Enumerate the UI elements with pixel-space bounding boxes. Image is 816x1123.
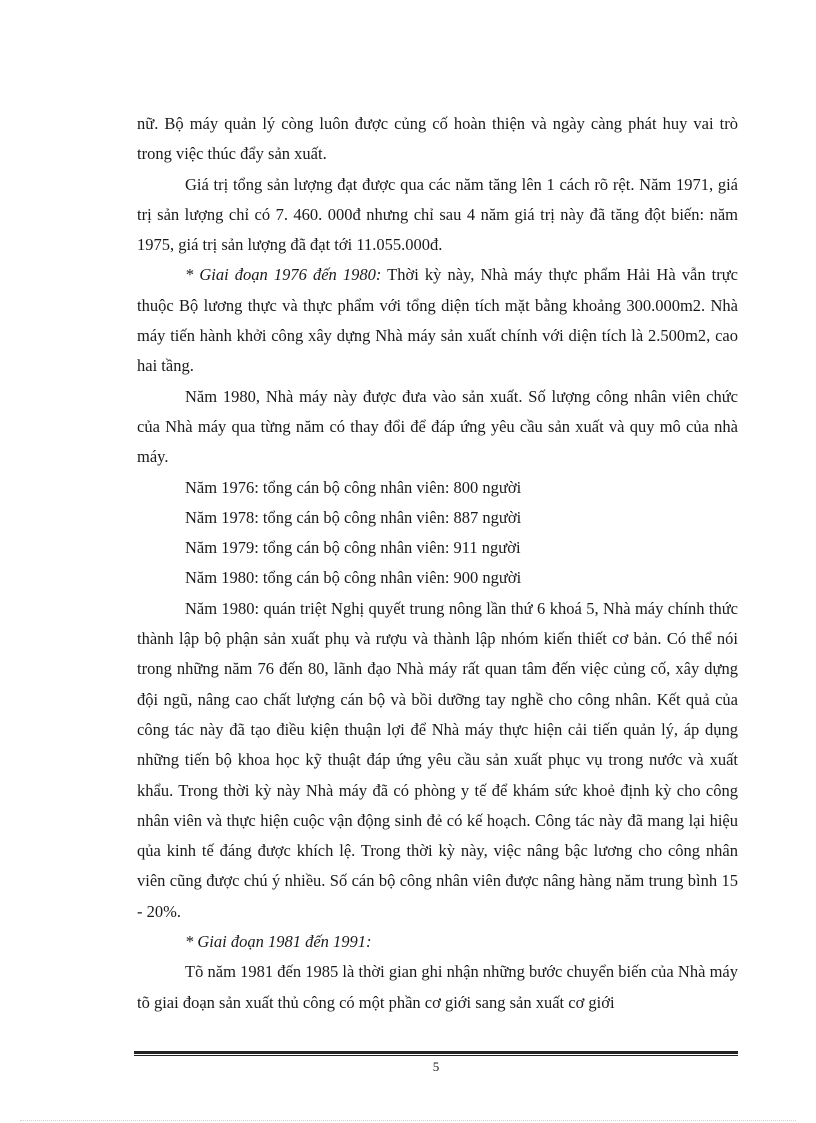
paragraph-output-value: Giá trị tổng sản lượng đạt được qua các năm tăng lên 1 cách rõ rệt. Năm 1971, giá trị sản lượng chỉ có 7. 460. 000đ nhưng chỉ sau 4 năm giá trị này đã tăng đột biến: năm 1975, giá trị sản lượng đã đạt tới 11.055.000đ.	[137, 174, 738, 255]
staff-count-1978: Năm 1978: tổng cán bộ công nhân viên: 887 người	[185, 507, 522, 527]
page-bottom-edge	[20, 1120, 796, 1121]
staff-count-1976: Năm 1976: tổng cán bộ công nhân viên: 800 người	[185, 477, 522, 497]
paragraph-1981-1985: Tõ năm 1981 đến 1985 là thời gian ghi nhận những bước chuyển biến của Nhà máy tõ giai đoạn sản xuất thủ công có một phần cơ giới sang sản xuất cơ giới	[137, 962, 738, 1012]
paragraph-1980-resolution: Năm 1980: quán triệt Nghị quyết trung nông lần thứ 6 khoá 5, Nhà máy chính thức thành lập bộ phận sản xuất phụ và rượu và thành lập nhóm kiến thiết cơ bản. Có thể nói trong những năm 76 đến 80, lãnh đạo Nhà máy rất quan tâm đến việc củng cố, xây dựng đội ngũ, nâng cao chất lượng cán bộ và bồi dưỡng tay nghề cho công nhân. Kết quả của công tác này đã tạo điều kiện thuận lợi để Nhà máy thực hiện cải tiến quản lý, áp dụng những tiến bộ khoa học kỹ thuật đáp ứng yêu cầu sản xuất phục vụ trong nước và xuất khẩu. Trong thời kỳ này Nhà máy đã có phòng y tế để khám sức khoẻ định kỳ cho công nhân viên và thực hiện cuộc vận động sinh đẻ có kế hoạch. Công tác này đã mang lại hiệu qủa kinh tế đáng được khích lệ. Trong thời kỳ này, việc nâng bậc lương cho công nhân viên cũng được chú ý nhiều. Số cán bộ công nhân viên được nâng hàng năm trung bình 15 - 20%.	[137, 598, 738, 921]
section-label-1976-1980: * Giai đoạn 1976 đến 1980:	[185, 265, 382, 285]
footer-divider	[134, 1051, 738, 1056]
paragraph-continuation: nữ. Bộ máy quản lý còng luôn được củng cố hoàn thiện và ngày càng phát huy vai trò trong việc thúc đẩy sản xuất.	[137, 114, 738, 164]
paragraph-period-1976-1980-text: Thời kỳ này, Nhà máy thực phẩm Hải Hà vẫn trực thuộc Bộ lương thực và thực phẩm với tổng diện tích mặt bằng khoảng 300.000m2. Nhà máy tiến hành khởi công xây dựng Nhà máy sản xuất chính với diện tích là 2.500m2, cao hai tầng.	[137, 265, 739, 376]
staff-count-1980: Năm 1980: tổng cán bộ công nhân viên: 900 người	[185, 568, 522, 588]
body-text	[137, 109, 738, 1018]
paragraph-1980-production: Năm 1980, Nhà máy này được đưa vào sản xuất. Số lượng công nhân viên chức của Nhà máy qua từng năm có thay đổi để đáp ứng yêu cầu sản xuất và quy mô của nhà máy.	[137, 386, 738, 467]
section-label-1981-1991: * Giai đoạn 1981 đến 1991:	[185, 932, 372, 952]
page-number: 5	[432, 1059, 440, 1074]
staff-count-1979: Năm 1979: tổng cán bộ công nhân viên: 911 người	[185, 538, 521, 558]
paragraph-period-1976-1980	[137, 260, 738, 381]
